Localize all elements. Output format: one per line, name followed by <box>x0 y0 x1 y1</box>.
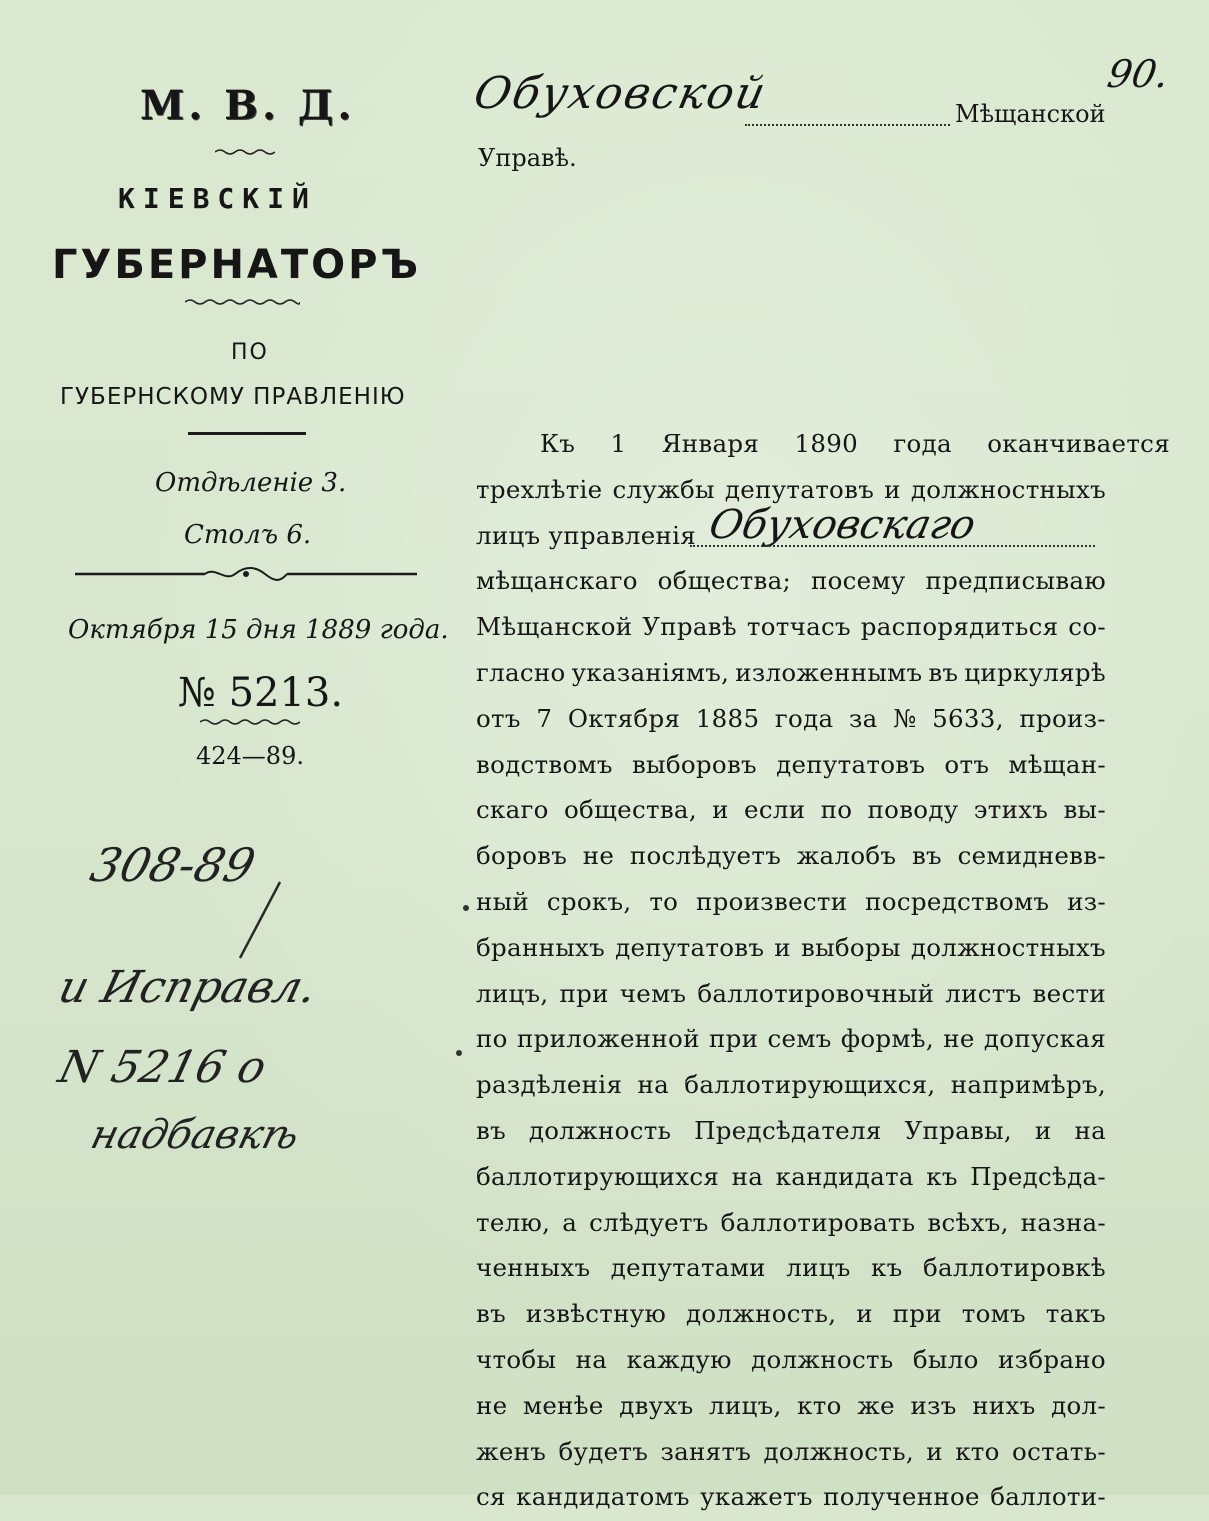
body-word: по <box>476 1024 508 1054</box>
body-word: назна- <box>1020 1207 1106 1237</box>
body-word: баллотировкѣ <box>922 1253 1106 1283</box>
body-word: нихъ <box>972 1390 1036 1420</box>
body-word: водствомъ <box>476 749 613 779</box>
body-word: всѣхъ, <box>927 1207 1009 1237</box>
body-text-line <box>476 741 1106 789</box>
addressee-printed: Мѣщанской <box>955 100 1106 128</box>
body-word: посему <box>810 566 906 596</box>
body-word: 7 <box>536 703 553 733</box>
body-word: службы <box>612 474 715 504</box>
body-text-line <box>476 1336 1106 1384</box>
body-word: общества, <box>563 795 697 825</box>
document-number: № 5213. <box>178 670 344 716</box>
body-text-line <box>476 603 1106 651</box>
body-word: предписываю <box>925 566 1106 596</box>
body-word: Управы, <box>904 1116 1013 1145</box>
divider-rule <box>188 432 306 435</box>
body-word: телю, <box>476 1207 551 1237</box>
body-word: вести <box>1032 978 1106 1008</box>
body-word: въ <box>476 1299 506 1329</box>
body-text-line <box>476 1244 1106 1292</box>
board-title: ГУБЕРНСКОМУ ПРАВЛЕНІЮ <box>60 384 406 410</box>
body-word: избрано <box>998 1345 1106 1374</box>
body-word: гласно <box>476 658 566 687</box>
body-word: не <box>582 841 615 871</box>
body-word: выборы <box>800 932 901 962</box>
body-word: Управѣ <box>642 612 737 642</box>
body-word: 1 <box>610 429 627 458</box>
body-text-line <box>476 1382 1106 1430</box>
body-word: женъ <box>476 1436 547 1466</box>
body-word: чемъ <box>619 978 687 1008</box>
body-word: послѣдуетъ <box>629 841 782 871</box>
body-word: кандидатомъ <box>516 1482 690 1512</box>
department-label: Отдѣленіе 3. <box>155 468 347 498</box>
body-word: кто <box>955 1436 1000 1466</box>
body-word: вы- <box>1063 795 1106 825</box>
body-word: то <box>649 887 679 916</box>
body-word: отъ <box>476 703 521 733</box>
body-text-line <box>476 878 1106 926</box>
body-word: общества; <box>657 566 792 596</box>
ornament-wave <box>200 718 300 726</box>
body-word: должность, <box>763 1436 914 1466</box>
body-word: на <box>575 1345 608 1374</box>
body-word: было <box>912 1345 979 1374</box>
body-word: на <box>1074 1116 1106 1145</box>
body-word: произвести <box>696 887 848 916</box>
body-word: допуская <box>983 1024 1106 1054</box>
body-word: должность <box>528 1116 672 1145</box>
body-word: листъ <box>945 978 1022 1008</box>
body-word: скаго <box>476 795 549 825</box>
body-word: и <box>1034 1116 1052 1145</box>
body-word: циркулярѣ <box>964 658 1106 687</box>
body-word: баллотировать <box>720 1207 916 1237</box>
body-text-line <box>476 649 1106 697</box>
body-word: если <box>744 795 806 825</box>
desk-label: Столъ 6. <box>184 520 312 550</box>
body-text-line <box>476 695 1106 743</box>
body-word: ченныхъ <box>476 1253 591 1283</box>
body-word: Предсѣдателя <box>694 1116 882 1145</box>
body-text-line <box>476 924 1106 972</box>
body-word: этихъ <box>973 795 1049 825</box>
body-word: и <box>712 795 729 825</box>
pen-stroke <box>230 880 290 960</box>
body-word: не <box>943 1024 975 1054</box>
body-word: изъ <box>910 1390 957 1420</box>
body-word: такъ <box>1045 1299 1106 1329</box>
body-word: жалобъ <box>796 841 897 871</box>
fill-in-line <box>690 545 1095 547</box>
addressee-handwritten: Обуховской <box>469 68 772 119</box>
body-word: въ <box>476 1116 506 1145</box>
fill-in-line <box>745 124 950 126</box>
ink-dot <box>456 1050 462 1056</box>
body-word: баллотирующихся <box>476 1161 720 1191</box>
body-word: напримѣръ, <box>950 1070 1106 1100</box>
body-word: указаніямъ, <box>571 658 730 687</box>
body-word: посредствомъ <box>865 887 1050 916</box>
body-text-line <box>476 420 1170 468</box>
ornament-wave <box>185 298 300 306</box>
body-word: каждую <box>626 1345 732 1374</box>
body-word: баллоти- <box>990 1482 1106 1512</box>
body-word: тотчасъ <box>746 612 851 642</box>
body-word: 5633, <box>932 703 1004 733</box>
body-word: распорядиться <box>860 612 1059 642</box>
body-word: кто <box>797 1390 842 1420</box>
body-word: депутатовъ <box>615 932 765 962</box>
body-word: за <box>848 703 878 733</box>
body-word: депутатовъ <box>776 749 926 779</box>
addressee-printed-2: Управѣ. <box>478 144 577 172</box>
body-word: со- <box>1068 612 1106 642</box>
ministry-abbreviation: М. В. Д. <box>140 82 356 129</box>
ornamental-divider <box>75 566 417 582</box>
body-word: по <box>820 795 853 825</box>
body-word: кандидата <box>775 1161 914 1191</box>
body-word: къ <box>926 1161 958 1191</box>
body-word: Мѣщанской <box>476 612 633 642</box>
body-word: отъ <box>944 749 990 779</box>
body-word: оканчивается <box>987 429 1170 458</box>
body-word: мѣщанскаго <box>476 566 638 596</box>
body-word: а <box>562 1207 578 1237</box>
body-word: раздѣленія <box>476 1070 623 1100</box>
body-word: лицъ <box>786 1253 851 1283</box>
file-number: 424—89. <box>196 742 304 770</box>
body-word: при <box>708 1024 759 1054</box>
body-word: Октября <box>567 703 681 733</box>
body-word: произ- <box>1019 703 1106 733</box>
body-word: баллотировочный <box>697 978 935 1008</box>
body-word: Къ <box>540 429 576 458</box>
body-word: боровъ <box>476 841 568 871</box>
body-word: депутатами <box>610 1253 766 1283</box>
body-word: и <box>884 474 901 504</box>
handwritten-note-line: N 5216 о <box>53 1042 272 1093</box>
body-word: Предсѣда- <box>970 1161 1106 1191</box>
body-word: мѣщан- <box>1008 749 1106 779</box>
body-text-line <box>476 1199 1106 1247</box>
handwritten-note-line: надбавкѣ <box>86 1112 305 1158</box>
body-word: семидневв- <box>957 841 1106 871</box>
body-word: депутатовъ <box>724 474 875 504</box>
body-word: ся <box>476 1482 506 1512</box>
body-word: остать- <box>1012 1436 1106 1466</box>
body-word: слѣдуетъ <box>589 1207 709 1237</box>
body-word: и <box>856 1299 873 1329</box>
handwritten-note-reference: 308-89 <box>85 838 261 892</box>
body-word: дол- <box>1051 1390 1106 1420</box>
body-word: при <box>559 978 609 1008</box>
issue-date: Октября 15 дня 1889 года. <box>68 615 449 645</box>
body-text-line <box>476 1107 1106 1155</box>
body-word: при <box>892 1299 942 1329</box>
body-text-line <box>476 557 1106 605</box>
body-text-line <box>476 832 1106 880</box>
body-word: къ <box>871 1253 903 1283</box>
handwritten-note-line: и Исправл. <box>53 962 323 1013</box>
body-word: на <box>731 1161 764 1191</box>
body-word: года <box>893 429 952 458</box>
body-word: будетъ <box>558 1436 649 1466</box>
page-number: 90. <box>1104 52 1173 96</box>
body-word: поводу <box>867 795 959 825</box>
body-word: двухъ <box>619 1390 694 1420</box>
body-word: года <box>774 703 834 733</box>
body-word: въ <box>911 841 942 871</box>
body-word: же <box>857 1390 895 1420</box>
body-word: срокъ, <box>546 887 632 916</box>
inline-handwritten-name: Обуховскаго <box>705 502 980 548</box>
body-word: лицъ, <box>709 1390 782 1420</box>
body-word: из- <box>1067 887 1106 916</box>
body-word: приложенной <box>516 1024 700 1054</box>
body-text-line <box>476 1061 1106 1109</box>
body-word: бранныхъ <box>476 932 606 962</box>
ink-dot <box>463 905 469 911</box>
body-word: № <box>893 703 917 733</box>
preposition-label: ПО <box>231 340 269 365</box>
body-text-line <box>476 1290 1106 1338</box>
body-word: полученное <box>823 1482 980 1512</box>
body-word: баллотирующихся, <box>684 1070 936 1100</box>
body-word: должность <box>751 1345 894 1374</box>
province-title: КІЕВСКІЙ <box>118 182 317 215</box>
body-text-line <box>476 970 1106 1018</box>
body-text-line <box>476 786 1106 834</box>
body-word: менѣе <box>523 1390 604 1420</box>
body-word: выборовъ <box>631 749 757 779</box>
body-word: въ <box>928 658 959 687</box>
body-word: 1890 <box>794 429 859 458</box>
body-word: 1885 <box>695 703 760 733</box>
body-word: на <box>637 1070 670 1100</box>
body-word: трехлѣтіе <box>476 474 603 504</box>
body-word: укажетъ <box>700 1482 813 1512</box>
body-text-line <box>476 1473 1106 1521</box>
ornament-wave <box>215 148 275 156</box>
body-word: лицъ, <box>476 978 549 1008</box>
body-word: должностныхъ <box>910 932 1106 962</box>
body-word: должность, <box>685 1299 837 1329</box>
body-word: чтобы <box>476 1345 557 1374</box>
body-word: занятъ <box>660 1436 752 1466</box>
body-word: должностныхъ <box>910 474 1106 504</box>
body-word: томъ <box>961 1299 1026 1329</box>
body-word: и <box>926 1436 943 1466</box>
body-text-line <box>476 1153 1106 1201</box>
body-text-line <box>476 1015 1106 1063</box>
body-word: извѣстную <box>525 1299 667 1329</box>
body-word: лицъ управленія <box>476 520 697 550</box>
body-word: семъ <box>767 1024 832 1054</box>
body-word: Января <box>661 429 760 458</box>
office-title: ГУБЕРНАТОРЪ <box>52 242 422 288</box>
body-text-line <box>476 1428 1106 1476</box>
body-word: не <box>476 1390 508 1420</box>
body-word: и <box>774 932 791 962</box>
body-word: изложеннымъ <box>735 658 923 687</box>
body-word: ный <box>476 887 530 916</box>
body-word: формѣ, <box>840 1024 934 1054</box>
